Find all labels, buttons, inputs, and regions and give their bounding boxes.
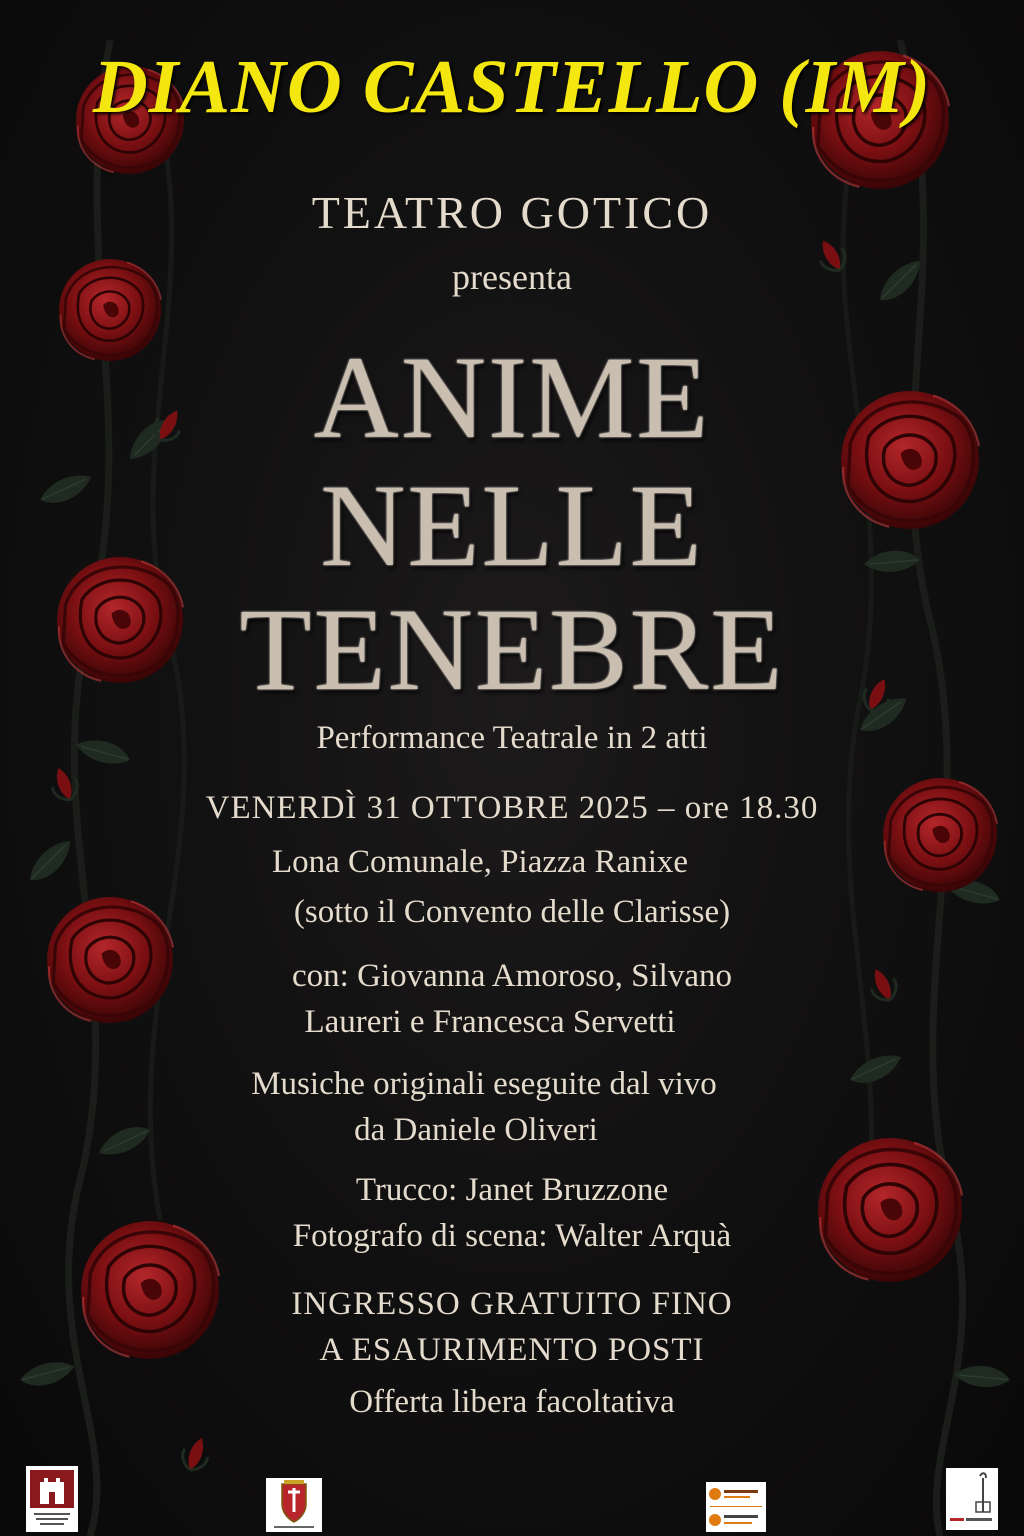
admission-line-2: A ESAURIMENTO POSTI [319, 1332, 705, 1368]
makeup-credit: Trucco: Janet Bruzzone [355, 1172, 669, 1208]
show-title-line-2: NELLE [320, 460, 704, 591]
town-heading: DIANO CASTELLO (IM) [92, 45, 932, 129]
photographer-credit: Fotografo di scena: Walter Arquà [292, 1218, 732, 1254]
diano-castello-logo [946, 1468, 998, 1530]
presents-label: presenta [452, 257, 572, 297]
cast-line-2: Laureri e Francesca Servetti [304, 1004, 676, 1040]
touring-club-logo [706, 1482, 766, 1532]
company-name: TEATRO GOTICO [311, 187, 713, 238]
rose-icon [818, 1138, 962, 1282]
show-title-line-3: TENEBRE [239, 584, 785, 715]
music-credit-line-2: da Daniele Oliveri [354, 1112, 598, 1148]
show-title-line-1: ANIME [313, 332, 711, 463]
venue-line-1: Lona Comunale, Piazza Ranixe [271, 844, 689, 880]
donation-note: Offerta libera facoltativa [349, 1384, 675, 1420]
comune-logo [266, 1478, 322, 1532]
orange-flag-icon [709, 1514, 721, 1526]
event-date-time: VENERDÌ 31 OTTOBRE 2025 – ore 18.30 [205, 790, 819, 826]
admission-line-1: INGRESSO GRATUITO FINO [291, 1286, 733, 1322]
cast-line-1: con: Giovanna Amoroso, Silvano [292, 958, 732, 994]
venue-line-2: (sotto il Convento delle Clarisse) [293, 894, 731, 930]
borghi-logo [26, 1466, 78, 1532]
show-subtitle: Performance Teatrale in 2 atti [316, 720, 708, 756]
music-credit-line-1: Musiche originali eseguite dal vivo [251, 1066, 717, 1102]
